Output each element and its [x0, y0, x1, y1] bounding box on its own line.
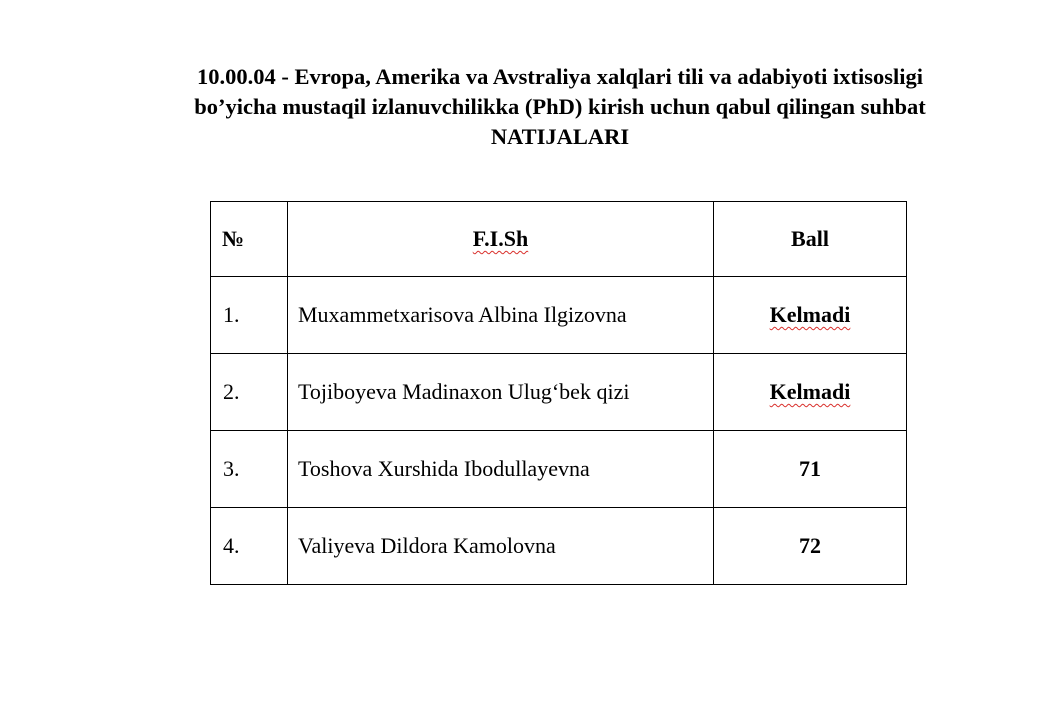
row-score-text: Kelmadi [769, 379, 851, 404]
header-name-text: F.I.Sh [472, 226, 529, 251]
table-row [211, 431, 907, 508]
title-line-2: bo’yicha mustaqil izlanuvchilikka (PhD) kirish uchun qabul qilingan suhbat [194, 94, 926, 119]
table-row [211, 508, 907, 585]
header-number: № [211, 202, 288, 277]
header-score: Ball [714, 202, 907, 277]
table-row [211, 277, 907, 354]
row-number: 1. [211, 277, 288, 354]
title-line-1: 10.00.04 - Evropa, Amerika va Avstraliya xalqlari tili va adabiyoti ixtisosligi [196, 64, 924, 89]
row-name: Muxammetxarisova Albina Ilgizovna [288, 277, 714, 354]
results-table [210, 201, 907, 585]
row-name: Valiyeva Dildora Kamolovna [288, 508, 714, 585]
row-score: 72 [714, 508, 907, 585]
row-score: 71 [714, 431, 907, 508]
row-score [714, 277, 907, 354]
table-row [211, 354, 907, 431]
document-title [90, 62, 1030, 152]
row-name: Toshova Xurshida Ibodullayevna [288, 431, 714, 508]
row-number: 4. [211, 508, 288, 585]
row-score [714, 354, 907, 431]
row-score-text: Kelmadi [769, 302, 851, 327]
row-number: 2. [211, 354, 288, 431]
row-number: 3. [211, 431, 288, 508]
title-line-3: NATIJALARI [490, 124, 630, 149]
header-name [288, 202, 714, 277]
row-name: Tojiboyeva Madinaxon Ulug‘bek qizi [288, 354, 714, 431]
table-header-row [211, 202, 907, 277]
